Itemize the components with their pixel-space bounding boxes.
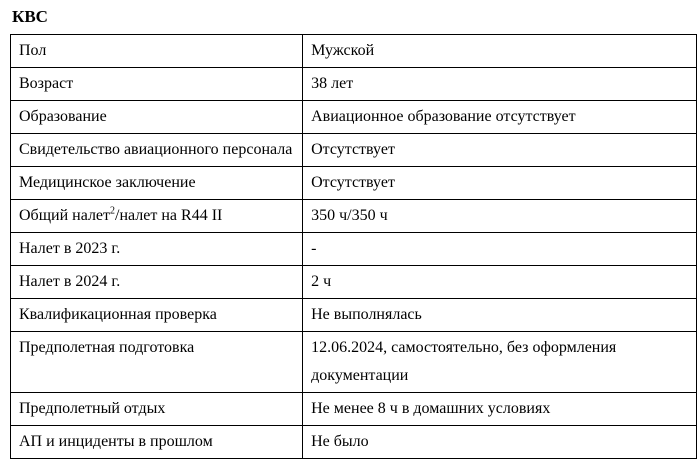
row-label: Свидетельство авиационного персонала [11,134,303,167]
row-label: Образование [11,101,303,134]
row-value: Авиационное образование отсутствует [303,101,697,134]
row-value: Не менее 8 ч в домашних условиях [303,393,697,426]
row-label: Предполетный отдых [11,393,303,426]
table-row [11,299,697,332]
row-label: АП и инциденты в прошлом [11,426,303,459]
footnote-marker: 2 [110,205,116,217]
section-heading: КВС [12,7,48,26]
row-label: Предполетная подготовка [11,332,303,393]
table-row [11,233,697,266]
row-label-main: Общий налет [19,207,111,224]
table-row [11,68,697,101]
row-value: Отсутствует [303,167,697,200]
row-value: Не было [303,426,697,459]
row-value: Мужской [303,35,697,68]
row-value: Отсутствует [303,134,697,167]
info-table [10,34,697,459]
row-value: - [303,233,697,266]
row-value: Не выполнялась [303,299,697,332]
row-value: 38 лет [303,68,697,101]
row-label: Налет в 2024 г. [11,266,303,299]
table-row [11,134,697,167]
row-value: 12.06.2024, самостоятельно, без оформления документации [303,332,697,393]
table-row [11,426,697,459]
row-label: Пол [11,35,303,68]
table-row [11,332,697,393]
row-value: 2 ч [303,266,697,299]
table-row [11,393,697,426]
table-row [11,35,697,68]
row-label-rest: /налет на R44 II [115,207,223,224]
table-row [11,167,697,200]
row-label: Квалификационная проверка [11,299,303,332]
table-row [11,266,697,299]
row-label: Налет в 2023 г. [11,233,303,266]
row-label [11,200,303,233]
row-label: Медицинское заключение [11,167,303,200]
row-value: 350 ч/350 ч [303,200,697,233]
table-row [11,101,697,134]
table-row [11,200,697,233]
row-label: Возраст [11,68,303,101]
